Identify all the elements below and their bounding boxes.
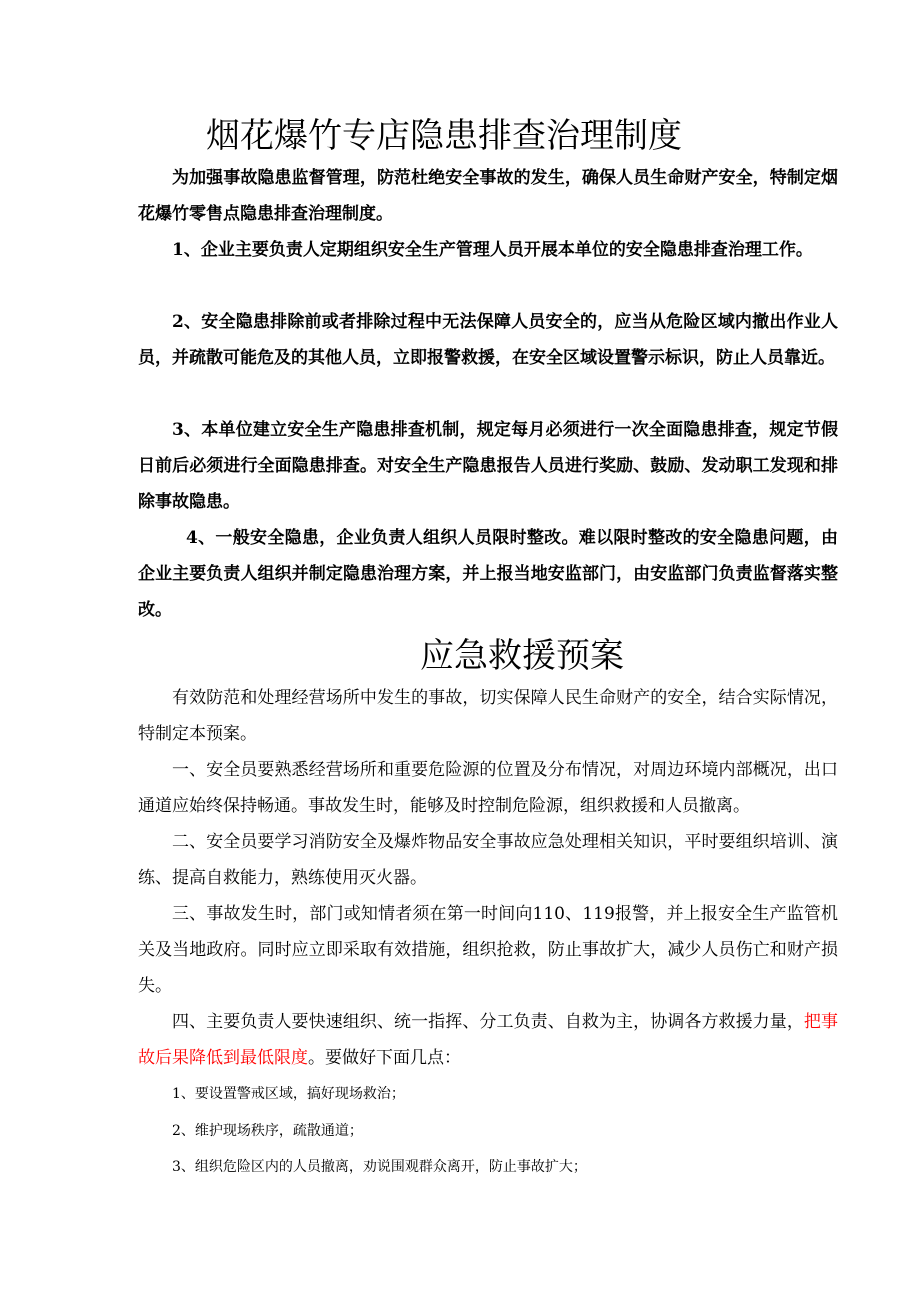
plan-item-4-highlight: 把事故后果降低到最低限度 <box>138 1012 839 1068</box>
policy-item-3: 3、本单位建立安全生产隐患排查机制，规定每月必须进行一次全面隐患排查，规定节假日前后必须进行全面隐患排查。对安全生产隐患报告人员进行奖励、鼓励、发动职工发现和排除事故隐患。 <box>138 420 838 512</box>
title-hazard-system: 烟花爆竹专店隐患排查治理制度 <box>206 116 682 156</box>
plan-intro: 有效防范和处理经营场所中发生的事故，切实保障人民生命财产的安全，结合实际情况，特制定本预案。 <box>138 688 838 744</box>
step-3: 3、组织危险区内的人员撤离，劝说围观群众离开，防止事故扩大； <box>172 1159 587 1175</box>
plan-item-1: 一、安全员要熟悉经营场所和重要危险源的位置及分布情况，对周边环境内部概况，出口通道应始终保持畅通。事故发生时，能够及时控制危险源，组织救援和人员撤离。 <box>138 760 838 816</box>
plan-item-4 <box>138 1004 838 1076</box>
step-1: 1、要设置警戒区域，搞好现场救治； <box>172 1086 405 1102</box>
plan-item-4-text: 四、主要负责人要快速组织、统一指挥、分工负责、自救为主，协调各方救援力量， <box>172 1012 804 1032</box>
policy-item-4: 4、一般安全隐患，企业负责人组织人员限时整改。难以限时整改的安全隐患问题，由企业主要负责人组织并制定隐患治理方案，并上报当地安监部门，由安监部门负责监督落实整改。 <box>138 528 838 620</box>
policy-item-2: 2、安全隐患排除前或者排除过程中无法保障人员安全的，应当从危险区域内撤出作业人员，并疏散可能危及的其他人员，立即报警救援，在安全区域设置警示标识，防止人员靠近。 <box>138 312 838 368</box>
step-2: 2、维护现场秩序，疏散通道； <box>172 1123 363 1139</box>
plan-item-3: 三、事故发生时，部门或知情者须在第一时间向110、119报警，并上报安全生产监管机关及当地政府。同时应立即采取有效措施，组织抢救，防止事故扩大，减少人员伤亡和财产损失。 <box>138 904 838 996</box>
policy-intro: 为加强事故隐患监督管理，防范杜绝安全事故的发生，确保人员生命财产安全，特制定烟花爆竹零售点隐患排查治理制度。 <box>138 168 838 224</box>
policy-item-1: 1、企业主要负责人定期组织安全生产管理人员开展本单位的安全隐患排查治理工作。 <box>172 240 813 260</box>
title-emergency-plan: 应急救援预案 <box>420 636 624 676</box>
plan-item-2: 二、安全员要学习消防安全及爆炸物品安全事故应急处理相关知识，平时要组织培训、演练、提高自救能力，熟练使用灭火器。 <box>138 832 838 888</box>
plan-item-4-tail: 。要做好下面几点： <box>308 1048 461 1068</box>
